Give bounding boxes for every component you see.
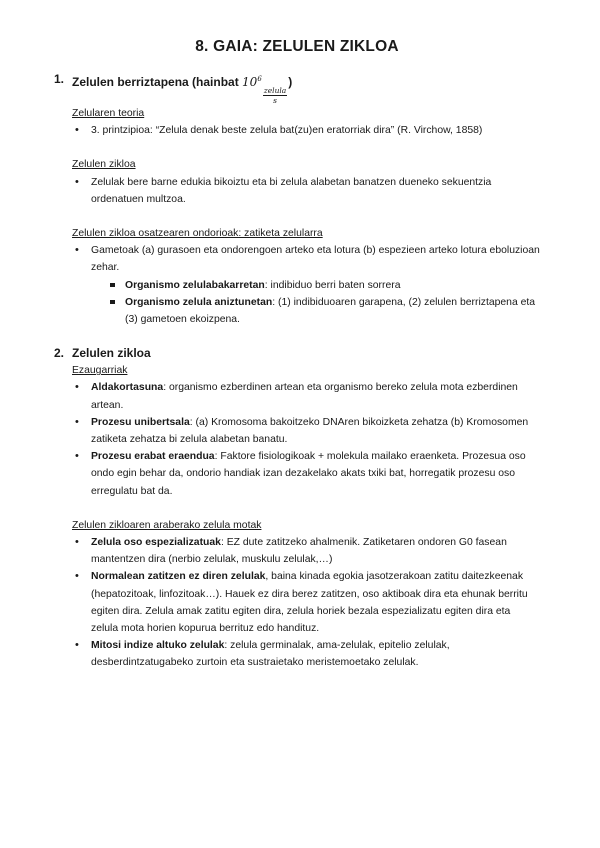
section-2-title: Zelulen zikloa (72, 346, 151, 361)
list-item (72, 568, 540, 637)
term-aldakortasuna: Aldakortasuna (91, 382, 164, 394)
list-item (72, 379, 540, 413)
section-1-body (72, 105, 540, 328)
list-item (72, 448, 540, 500)
section-1-number: 1. (54, 72, 65, 86)
term-prozesu-erabat-eraendua: Prozesu erabat eraendua (91, 451, 215, 463)
section-1-heading (54, 70, 540, 105)
subheading-ondorioak: Zelulen zikloa osatzearen ondorioak: zatiketa zelularra (72, 228, 323, 240)
rate-formula (242, 75, 288, 105)
section-1-title (72, 70, 292, 105)
section-1-title-close: ) (288, 75, 293, 89)
list-item: • Gametoak (a) gurasoen eta ondorengoen arteko eta lotura (b) espezieen arteko lotura eboluzioan zehar. (72, 242, 540, 276)
term-espezializatuak: Zelula oso espezializatuak (91, 537, 221, 549)
term-aniztunetan-text: : (1) indibiduoaren garapena, (2) zelulen berriztapena eta (3) gametoen ekoizpena. (125, 296, 536, 326)
rate-exponent: 6 (257, 75, 262, 83)
list-ondorioak (72, 242, 540, 276)
section-1-title-text: Zelulen berriztapena (hainbat (72, 75, 243, 89)
term-mitosi-indize-altuko-text: : zelula germinalak, ama-zelulak, epitelio zelulak, desberdintzatugabeko zurtoin eta sustraietako meristemoetako zelulak. (91, 640, 450, 669)
term-aldakortasuna-text: : organismo ezberdinen artean eta organismo bereko zelula mota ezberdinen artean. (91, 382, 518, 411)
page-title: 8. GAIA: ZELULEN ZIKLOA (195, 38, 399, 55)
section-2-number: 2. (54, 346, 65, 361)
term-prozesu-unibertsala: Prozesu unibertsala (91, 416, 190, 428)
nested-list-item (107, 294, 540, 328)
rate-fraction-numerator: zelula (263, 86, 287, 95)
term-zelulabakarretan-text: : indibiduo berri baten sorrera (264, 279, 401, 291)
list-zelularen-teoria (72, 122, 540, 139)
subheading-ezaugarriak: Ezaugarriak (72, 365, 128, 377)
section-2-body (72, 362, 540, 671)
list-ezaugarriak (72, 379, 540, 499)
rate-base: 10 (242, 75, 258, 89)
term-zelulabakarretan: Organismo zelulabakarretan (125, 279, 265, 291)
list-item (72, 414, 540, 448)
subheading-zelularen-teoria: Zelularen teoria (72, 108, 145, 119)
list-item (72, 534, 540, 568)
section-2-heading (54, 344, 540, 362)
list-zelula-motak (72, 534, 540, 672)
list-item (72, 637, 540, 671)
list-item: • 3. printzipioa: “Zelula denak beste zelula bat(zu)en eratorriak dira” (R. Virchow, 1858) (72, 122, 540, 139)
term-espezializatuak-text: : EZ dute zatitzeko ahalmenik. Zatiketaren ondoren G0 fasean mantentzen dira (nerbio zelulak, muskulu zelulak,…) (91, 537, 507, 566)
term-prozesu-unibertsala-text: : (a) Kromosoma bakoitzeko DNAren bikoizketa zehatza (b) Kromosomen zatiketa zehatza bi zelula alabetan banatu. (91, 416, 529, 446)
rate-fraction-denominator: s (273, 96, 277, 105)
term-mitosi-indize-altuko: Mitosi indize altuko zelulak (91, 640, 225, 652)
term-normalean-zatitzen-ez-text: , baina kinada egokia jasotzerakoan zatitu daitezkeenak (hepatozitoak, linfozitoak…). Hauek ez dira berez zatitzen, oso aktiboak dira eta ehunak berritu egiten dira. Zelula amak zatitu egiten dira, zelula horiek bezala espezializatu egiten dira eta zelula mota horien kopurua berrituz edo handituz. (91, 571, 528, 635)
subheading-zelulen-zikloa: Zelulen zikloa (72, 159, 136, 171)
list-zelulen-zikloa (72, 174, 540, 208)
term-normalean-zatitzen-ez: Normalean zatitzen ez diren zelulak (91, 571, 266, 583)
rate-fraction (263, 86, 288, 105)
nested-list-ondorioak (107, 277, 540, 329)
list-item: • Zelulak bere barne edukia bikoiztu eta bi zelula alabetan banatzen dueneko sekuentzia ordenatuen multzoa. (72, 174, 540, 208)
subheading-zelula-motak: Zelulen zikloaren araberako zelula motak (72, 519, 262, 531)
term-aniztunetan: Organismo zelula aniztunetan (125, 296, 273, 308)
term-prozesu-erabat-eraendua-text: : Faktore fisiologikoak + molekula mailako eraenketa. Prozesua oso ondo egin behar da, ondorio handiak izan dezakelako akats txiki bat, horregatik prozesu oso erregulatu bat da. (91, 451, 526, 497)
nested-list-item (107, 277, 540, 294)
